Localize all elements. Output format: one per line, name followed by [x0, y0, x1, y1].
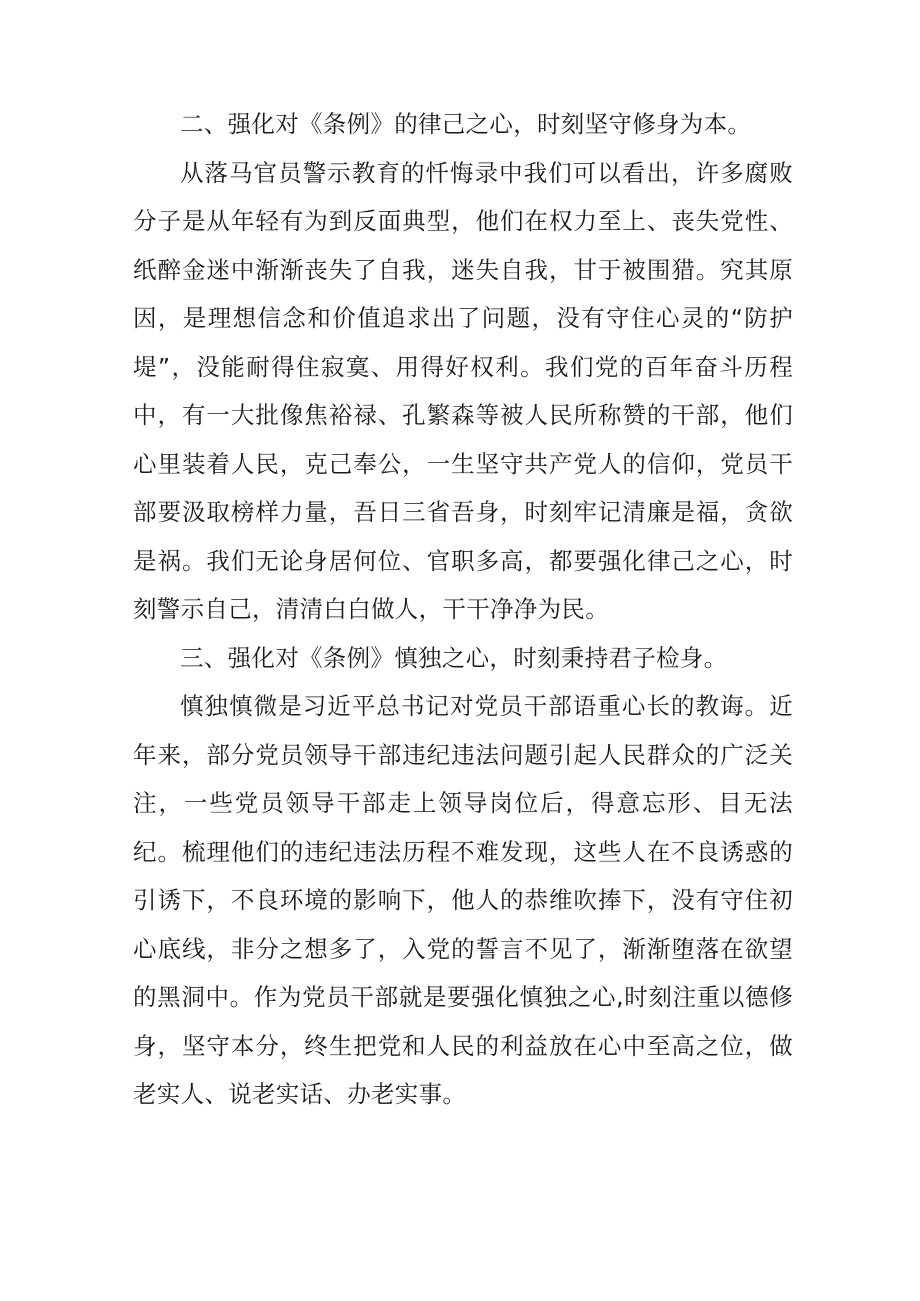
section-heading-3: 三、强化对《条例》慎独之心，时刻秉持君子检身。 — [180, 643, 728, 672]
body-paragraph: 从落马官员警示教育的忏悔录中我们可以看出，许多腐败分子是从年轻有为到反面典型，他们在权力至上、丧失党性、纸醉金迷中渐渐丧失了自我，迷失自我，甘于被围猎。究其原因，是理想信念和价值追求出了问题，没有守住心灵的“防护堤”，没能耐得住寂寞、用得好权利。我们党的百年奋斗历程中，有一大批像焦裕禄、孔繁森等被人民所称赞的干部，他们心里装着人民，克己奉公，一生坚守共产党人的信仰，党员干部要汲取榜样力量，吾日三省吾身，时刻牢记清廉是福，贪欲是祸。我们无论身居何位、官职多高，都要强化律己之心，时刻警示自己，清清白白做人，干干净净为民。 — [133, 158, 793, 623]
body-paragraph: 慎独慎微是习近平总书记对党员干部语重心长的教诲。近年来，部分党员领导干部违纪违法问题引起人民群众的广泛关注，一些党员领导干部走上领导岗位后，得意忘形、目无法纪。梳理他们的违纪违法历程不难发现，这些人在不良诱惑的引诱下，不良环境的影响下，他人的恭维吹捧下，没有守住初心底线，非分之想多了，入党的誓言不见了，渐渐堕落在欲望的黑洞中。作为党员干部就是要强化慎独之心,时刻注重以德修身，坚守本分，终生把党和人民的利益放在心中至高之位，做老实人、说老实话、办老实事。 — [133, 692, 793, 1108]
section-heading-2: 二、强化对《条例》的律己之心，时刻坚守修身为本。 — [180, 110, 752, 138]
document-page — [133, 100, 793, 1119]
